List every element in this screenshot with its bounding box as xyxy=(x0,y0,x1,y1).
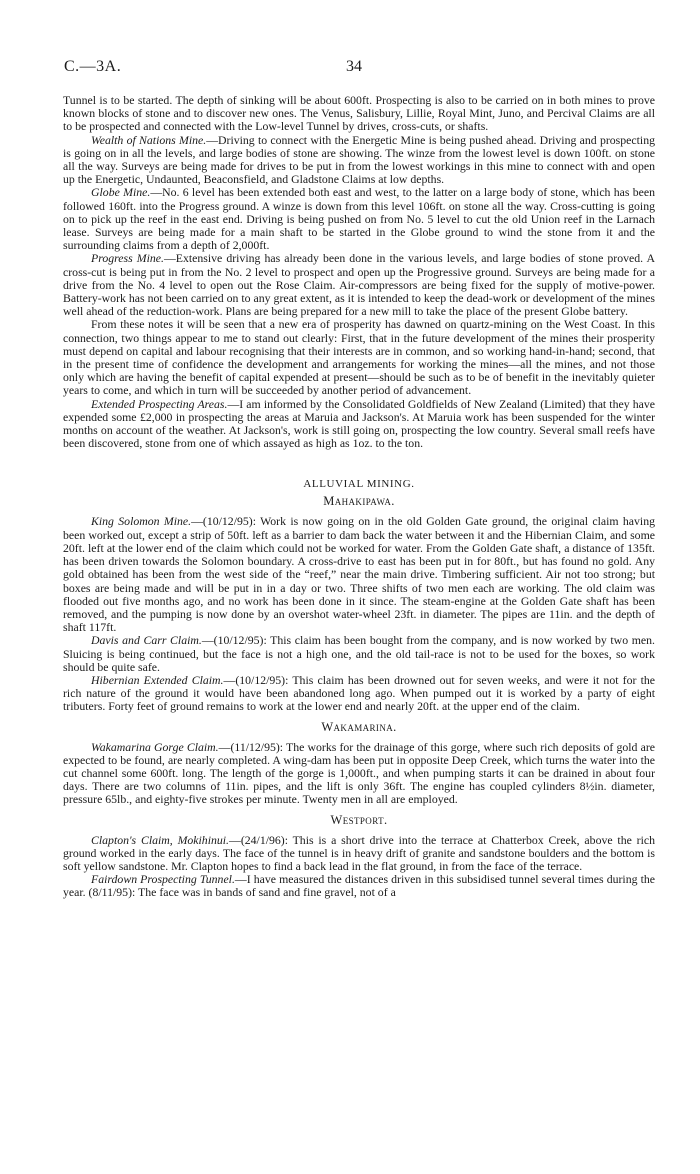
section-lead: Clapton's Claim, Mokihinui. xyxy=(91,832,230,847)
paragraph: Hibernian Extended Claim.—(10/12/95): This claim has been drowned out for seven weeks, and were it not for the rich nature of the ground it would have been abandoned long ago. When pumped out it is worked by a party of eight tributers. Forty feet of ground remains to work at the lower end and nearly 20ft. at the upper end of the claim. xyxy=(63,672,655,714)
section-lead: Davis and Carr Claim. xyxy=(91,633,202,648)
paragraph: Wakamarina Gorge Claim.—(11/12/95): The works for the drainage of this gorge, where such rich deposits of gold are expected to be found, are nearly completed. A wing-dam has been put in opposite Deep Creek, which turns the water into the cut channel some 600ft. long. The length of the gorge is 1,000ft., and when pumping starts it can be drained in about four days. There are two columns of 11in. pipes, and the lift is only 36ft. The engine has coupled cylinders 8½in. diameter, pressure 65lb., and eighty-five strokes per minute. Twenty men in all are employed. xyxy=(63,739,655,807)
page-body xyxy=(63,94,655,900)
paragraph: From these notes it will be seen that a new era of prosperity has dawned on quartz-mining on the West Coast. In this connection, two things appear to me to stand out clearly: First, that in the future development of the mines their prosperity must depend on capital and labour recognising that their interests are in common, and so working hand-in-hand; second, that in the present time of confidence the development and arrangements for working the mines—all the mines, and not those only which are having the benefit of capital expended at present—should be such as to be of benefit in the inevitably quieter years to come, and which in turn will be succeeded by another period of advancement. xyxy=(63,317,655,398)
paragraph: Davis and Carr Claim.—(10/12/95): This claim has been bought from the company, and is now worked by two men. Sluicing is being continued, but the face is not a high one, and the old tail-race is not to be used for the boxes, so work should be quite safe. xyxy=(63,633,655,674)
paragraph: Progress Mine.—Extensive driving has already been done in the various levels, and large bodies of stone proved. A cross-cut is being put in from the No. 2 level to prospect and open up the Progressive ground. Surveys are being made for a drive from the No. 4 level to open out the Rose Claim. Air-compressors are being fixed for the supply of motive-power. Battery-work has not been carried on to any great extent, as it is intended to keep the dead-work or development of the mines well ahead of the reduction-work. Plans are being prepared for a new mill to take the place of the present Globe battery. xyxy=(63,251,655,319)
paragraph: Globe Mine.—No. 6 level has been extended both east and west, to the latter on a large body of stone, which has been followed 160ft. into the Progress ground. A winze is down from this level 106ft. on stone all the way. Cross-cutting is going on to pick up the reef in the east end. Driving is being pushed on from No. 5 level to cut the old Union reef in the Larnach lease. Surveys are being made for a main shaft to be started in the Globe ground to wind the stone from it and the surrounding claims from a depth of 2,000ft. xyxy=(63,185,656,253)
document-reference: C.—3A. xyxy=(64,58,122,75)
paragraph: Tunnel is to be started. The depth of sinking will be about 600ft. Prospecting is also to be carried on in both mines to prove known blocks of stone and to discover new ones. The Venus, Salisbury, Lillie, Royal Mint, Juno, and Percival Claims are all to be prospected and connected with the Low-level Tunnel by drives, cross-cuts, or shafts. xyxy=(63,93,655,134)
section-heading-alluvial-mining: ALLUVIAL MINING. xyxy=(303,478,415,491)
paragraph: Extended Prospecting Areas.—I am informed by the Consolidated Goldfields of New Zealand (Limited) that they have expended some £2,000 in prospecting the areas at Maruia and Jackson's. At Maruia work has been suspended for the winter months on account of the weather. At Jackson's, work is still going on, prospecting the low country. Several small reefs have been discovered, stone from one of which assayed as high as 1oz. to the ton. xyxy=(63,396,655,451)
paragraph: Fairdown Prospecting Tunnel.—I have measured the distances driven in this subsidised tunnel several times during the year. (8/11/95): The face was in bands of sand and fine gravel, not of a xyxy=(63,872,655,900)
section-lead: Extended Prospecting Areas. xyxy=(91,396,228,411)
paragraph: Wealth of Nations Mine.—Driving to connect with the Energetic Mine is being pushed ahead. Driving and prospecting is going on in all the levels, and large bodies of stone are showing. The winze from the lowest level is down 100ft. on stone all the way. Surveys are being made for drives to be put in from the lowest workings in this mine to connect with and open up the Energetic, Undaunted, Beaconsfield, and Gladstone Claims at low depths. xyxy=(63,132,655,187)
section-lead: King Solomon Mine. xyxy=(91,514,192,529)
section-lead: Wealth of Nations Mine. xyxy=(91,132,207,147)
paragraph: Clapton's Claim, Mokihinui.—(24/1/96): This is a short drive into the terrace at Chatterbox Creek, above the rich ground worked in the early days. The face of the tunnel is in heavy drift of granite and sandstone boulders and the bottom is soft yellow sandstone. Mr. Clapton hopes to find a back lead in the flat ground, in from the face of the terrace. xyxy=(63,832,655,873)
page-header xyxy=(0,58,700,78)
section-lead: Wakamarina Gorge Claim. xyxy=(91,739,219,754)
page-number: 34 xyxy=(346,58,362,75)
section-lead: Hibernian Extended Claim. xyxy=(91,672,224,687)
subheading-westport: Westport. xyxy=(330,812,388,827)
section-lead: Globe Mine. xyxy=(91,185,151,200)
subheading-wakamarina: Wakamarina. xyxy=(321,719,397,734)
paragraph: King Solomon Mine.—(10/12/95): Work is now going on in the old Golden Gate ground, the original claim having been worked out, except a strip of 50ft. left as a barrier to dam back the water between it and the Hibernian Claim, and some 20ft. left at the lower end of the claim which could not be worked for water. From the Golden Gate shaft, a distance of 135ft. has been driven towards the Solomon boundary. A cross-drive to east has been put in for 80ft., but has found no gold. Any gold obtained has been from the west side of the “reef,” near the main drive. Timbering sufficient. Air not too strong; but boxes are being made and will be put in in a day or two. Three shifts of two men each are working. The old claim was flooded out five months ago, and no work has been done in it since. The steam-engine at the Golden Gate shaft has been removed, and the pumping is now done by an overshot water-wheel 23ft. in diameter. The pipes are 11in. and the depth of shaft 117ft. xyxy=(63,514,655,635)
section-lead: Progress Mine. xyxy=(91,251,164,266)
subheading-mahakipawa: Mahakipawa. xyxy=(323,494,395,509)
section-lead: Fairdown Prospecting Tunnel. xyxy=(91,872,235,887)
